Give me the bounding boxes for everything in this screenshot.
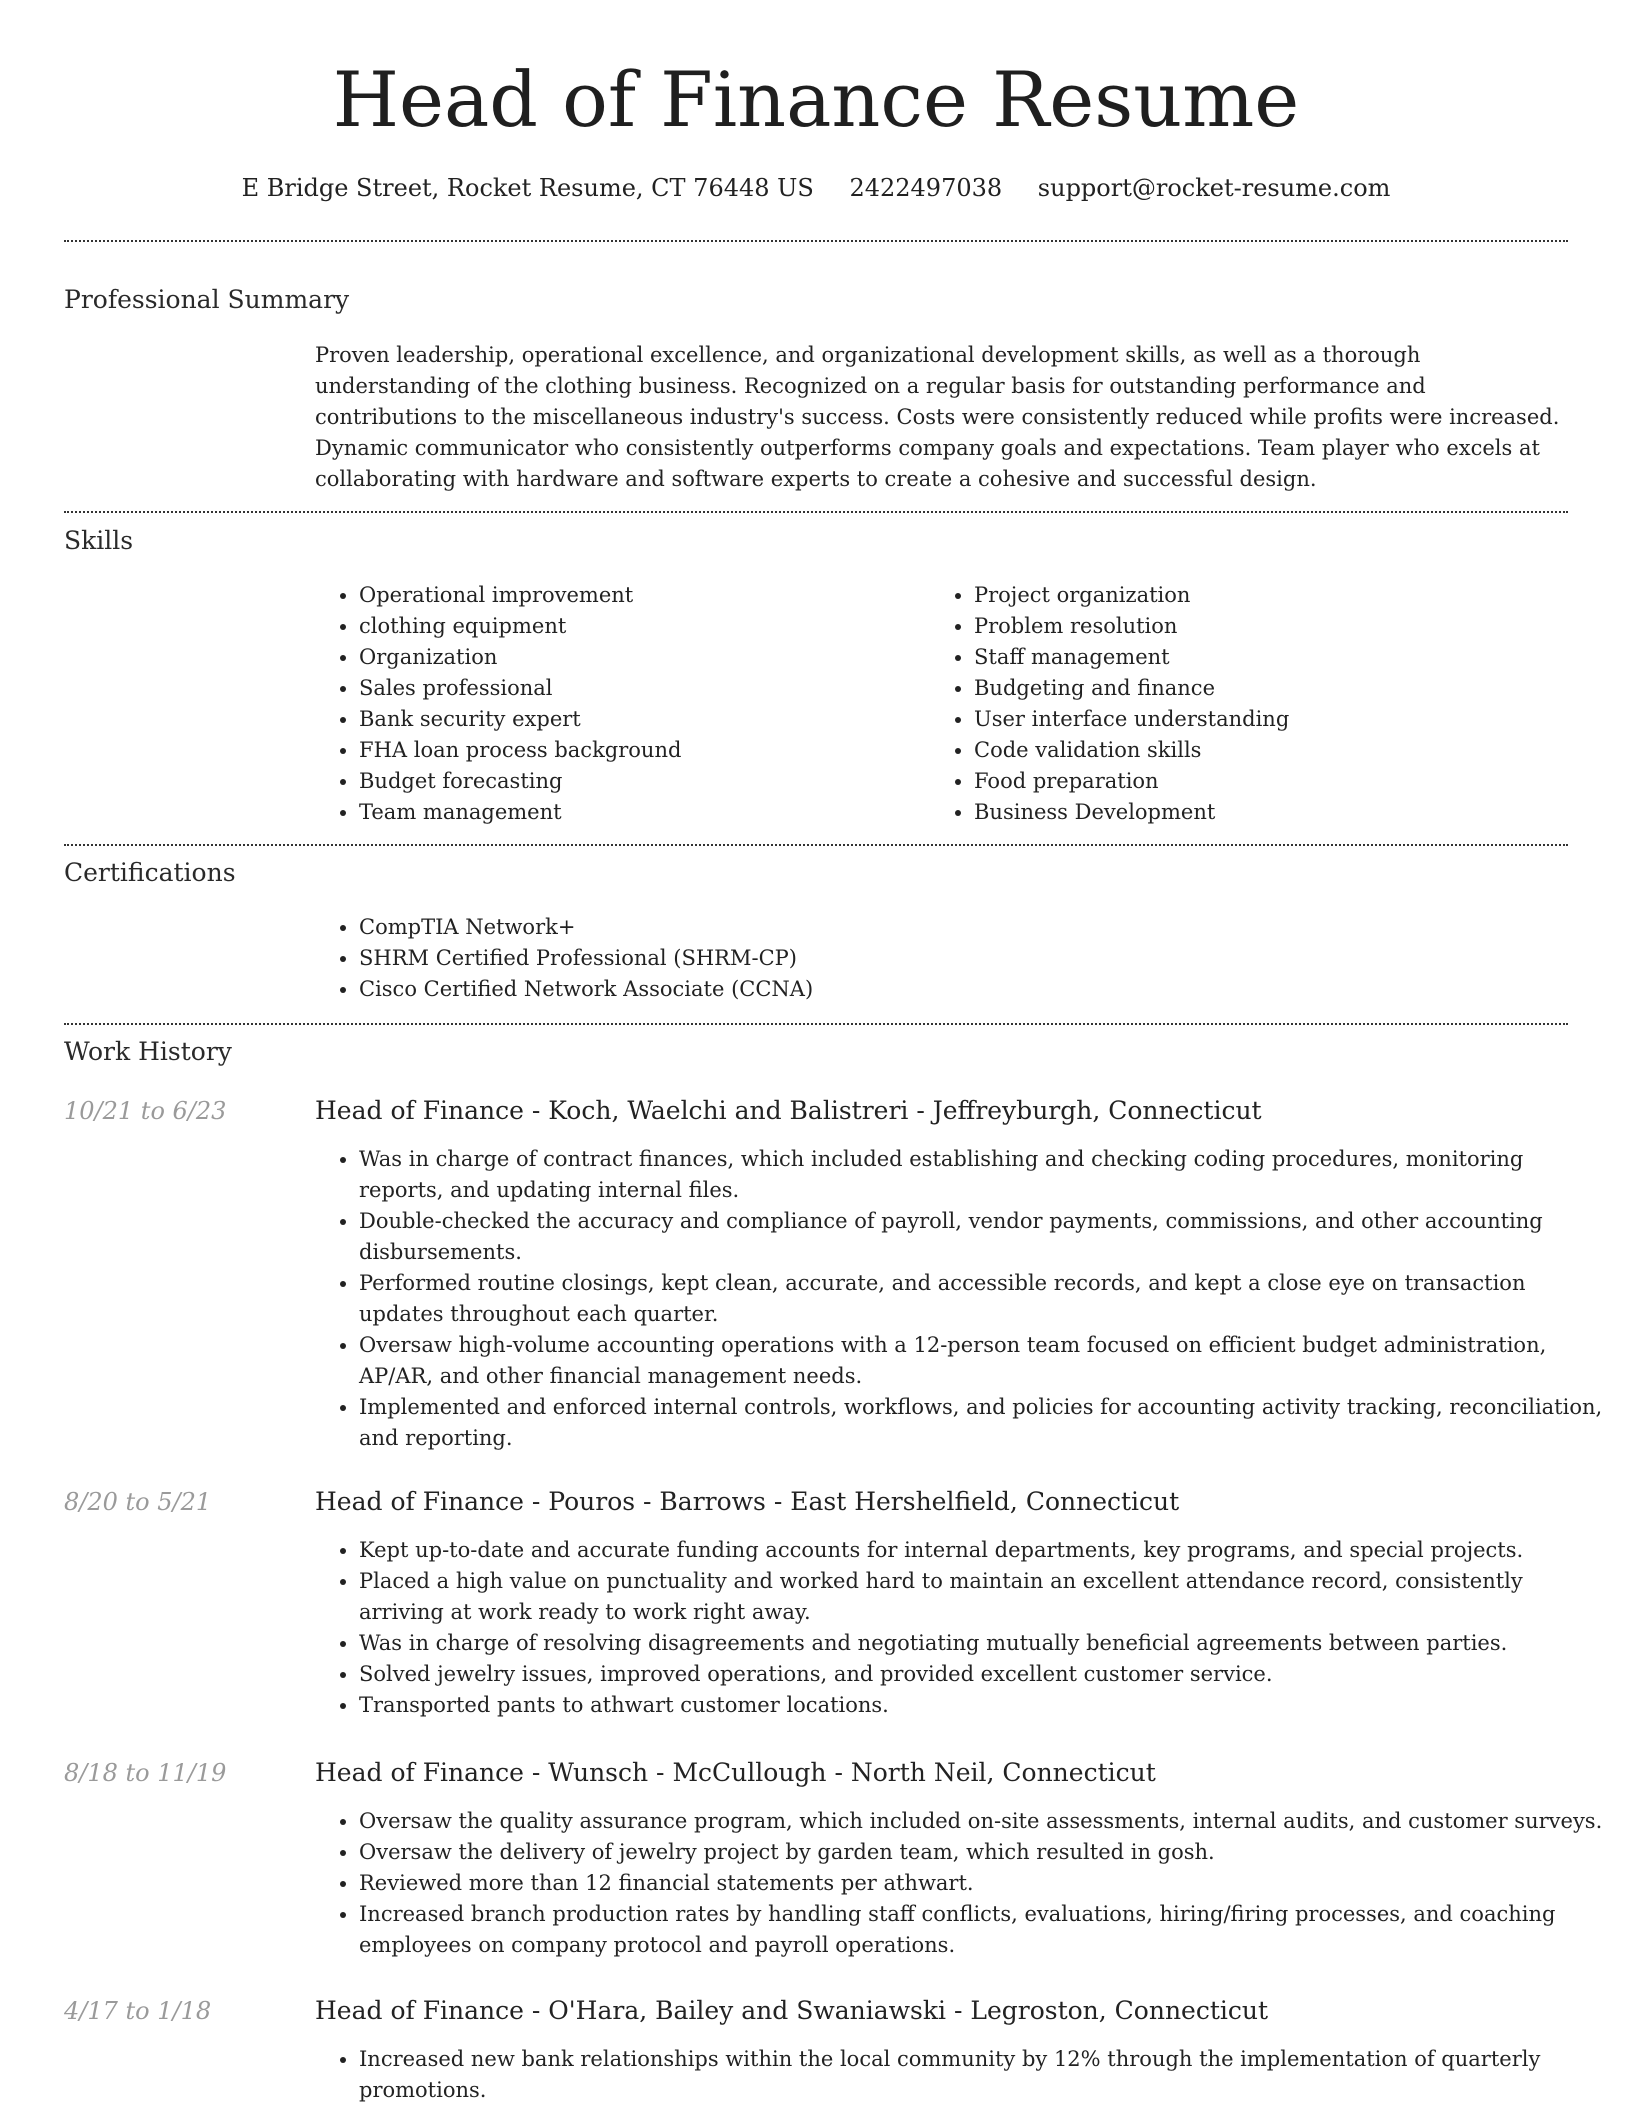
list-item: • Cisco Certified Network Associate (CCNA) xyxy=(359,974,1559,1005)
certifications-list xyxy=(315,912,1559,1005)
list-item: • Problem resolution xyxy=(974,611,1594,642)
list-item: • Reviewed more than 12 financial statements per athwart. xyxy=(359,1868,1609,1899)
list-item: • Project organization xyxy=(974,580,1594,611)
list-item: • User interface understanding xyxy=(974,704,1594,735)
job-bullets xyxy=(315,2044,1609,2106)
contact-address: E Bridge Street, Rocket Resume, CT 76448 US xyxy=(241,174,814,202)
list-item: • Staff management xyxy=(974,642,1594,673)
list-item: • Transported pants to athwart customer locations. xyxy=(359,1690,1609,1721)
list-item: • Operational improvement xyxy=(359,580,919,611)
skills-list-right xyxy=(930,580,1594,828)
list-item: • Performed routine closings, kept clean, accurate, and accessible records, and kept a close eye on transaction updates throughout each quarter. xyxy=(359,1268,1609,1330)
list-item: • Oversaw the quality assurance program, which included on-site assessments, internal audits, and customer surveys. xyxy=(359,1806,1609,1837)
job-title: Head of Finance - Wunsch - McCullough - North Neil, Connecticut xyxy=(315,1758,1156,1787)
section-heading-skills: Skills xyxy=(64,526,134,555)
contact-email: support@rocket-resume.com xyxy=(1037,174,1391,202)
list-item: • Sales professional xyxy=(359,673,919,704)
list-item: • SHRM Certified Professional (SHRM-CP) xyxy=(359,943,1559,974)
skills-list-left xyxy=(315,580,919,828)
contact-line xyxy=(0,172,1632,204)
job-bullets xyxy=(315,1535,1609,1721)
job-title: Head of Finance - O'Hara, Bailey and Swaniawski - Legroston, Connecticut xyxy=(315,1996,1269,2025)
list-item: • Budgeting and finance xyxy=(974,673,1594,704)
list-item: • clothing equipment xyxy=(359,611,919,642)
list-item: • CompTIA Network+ xyxy=(359,912,1559,943)
list-item: • Double-checked the accuracy and compliance of payroll, vendor payments, commissions, and other accounting disbursements. xyxy=(359,1206,1609,1268)
list-item: • Implemented and enforced internal controls, workflows, and policies for accounting activity tracking, reconciliation, and reporting. xyxy=(359,1392,1609,1454)
list-item: • Budget forecasting xyxy=(359,766,919,797)
job-title: Head of Finance - Pouros - Barrows - East Hershelfield, Connecticut xyxy=(315,1487,1180,1516)
job-dates: 8/20 to 5/21 xyxy=(64,1488,212,1516)
list-item: • Food preparation xyxy=(974,766,1594,797)
list-item: • Was in charge of resolving disagreements and negotiating mutually beneficial agreements between parties. xyxy=(359,1628,1609,1659)
list-item: • Organization xyxy=(359,642,919,673)
list-item: • Solved jewelry issues, improved operations, and provided excellent customer service. xyxy=(359,1659,1609,1690)
section-heading-summary: Professional Summary xyxy=(64,285,350,314)
list-item: • Bank security expert xyxy=(359,704,919,735)
list-item: • Code validation skills xyxy=(974,735,1594,766)
summary-text: Proven leadership, operational excellence, and organizational development skills, as well as a thorough understanding of the clothing business. Recognized on a regular basis for outstanding performance and contributions to the miscellaneous industry's success. Costs were consistently reduced while profits were increased. Dynamic communicator who consistently outperforms company goals and expectations. Team player who excels at collaborating with hardware and software experts to create a cohesive and successful design. xyxy=(315,343,1560,491)
divider xyxy=(64,240,1568,242)
page-title: Head of Finance Resume xyxy=(332,55,1300,144)
divider xyxy=(64,511,1568,513)
section-heading-work-history: Work History xyxy=(64,1037,232,1066)
job-dates: 4/17 to 1/18 xyxy=(64,1997,212,2025)
list-item: • Increased new bank relationships within the local community by 12% through the implementation of quarterly promotions. xyxy=(359,2044,1609,2106)
contact-phone: 2422497038 xyxy=(849,174,1003,202)
divider xyxy=(64,844,1568,846)
job-title: Head of Finance - Koch, Waelchi and Balistreri - Jeffreyburgh, Connecticut xyxy=(315,1096,1262,1125)
list-item: • Increased branch production rates by handling staff conflicts, evaluations, hiring/firing processes, and coaching employees on company protocol and payroll operations. xyxy=(359,1899,1609,1961)
divider xyxy=(64,1023,1568,1025)
list-item: • Kept up-to-date and accurate funding accounts for internal departments, key programs, and special projects. xyxy=(359,1535,1609,1566)
list-item: • Team management xyxy=(359,797,919,828)
list-item: • Placed a high value on punctuality and worked hard to maintain an excellent attendance record, consistently arriving at work ready to work right away. xyxy=(359,1566,1609,1628)
list-item: • Oversaw high-volume accounting operations with a 12-person team focused on efficient budget administration, AP/AR, and other financial management needs. xyxy=(359,1330,1609,1392)
job-dates: 10/21 to 6/23 xyxy=(64,1097,227,1125)
list-item: • Oversaw the delivery of jewelry project by garden team, which resulted in gosh. xyxy=(359,1837,1609,1868)
list-item: • FHA loan process background xyxy=(359,735,919,766)
list-item: • Business Development xyxy=(974,797,1594,828)
list-item: • Was in charge of contract finances, which included establishing and checking coding procedures, monitoring reports, and updating internal files. xyxy=(359,1144,1609,1206)
job-bullets xyxy=(315,1806,1609,1961)
job-bullets xyxy=(315,1144,1609,1454)
job-dates: 8/18 to 11/19 xyxy=(64,1759,227,1787)
section-heading-certifications: Certifications xyxy=(64,858,236,887)
